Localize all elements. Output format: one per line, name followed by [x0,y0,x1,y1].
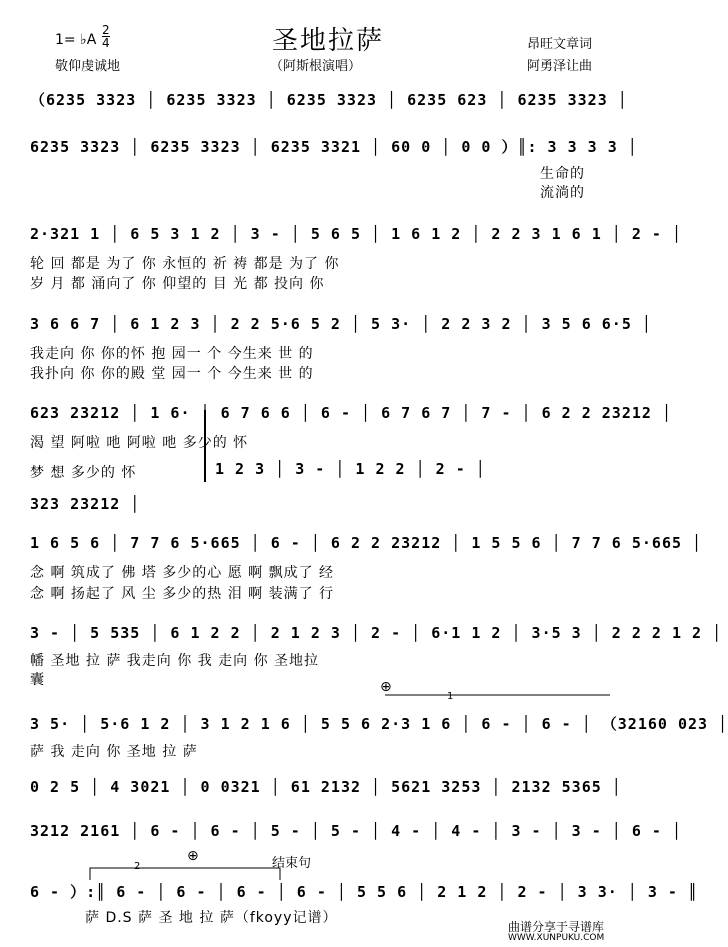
notation-row-10: 0 2 5 │ 4 3021 │ 0 0321 │ 61 2132 │ 5621 3253 │ 2132 5365 │ [30,778,622,796]
notation-row-2: 6235 3323 │ 6235 3323 │ 6235 3321 │ 60 0 │ 0 0 ）║: 3 3 3 3 │ [30,138,638,156]
volta-2-bracket [90,868,280,880]
lyric-row-7-verse-1: 念 啊 筑成了 佛 塔 多少的心 愿 啊 飘成了 经 [30,565,335,581]
notation-row-5: 623 23212 │ 1 6· │ 6 7 6 6 │ 6 - │ 6 7 6 7 │ 7 - │ 6 2 2 23212 │ [30,404,672,422]
lyric-row-8-verse-2: 囊 [30,672,45,688]
notation-row-7: 1 6 5 6 │ 7 7 6 5·665 │ 6 - │ 6 2 2 23212 │ 1 5 5 6 │ 7 7 6 5·665 │ [30,534,703,552]
lyric-row-2-verse-2: 流淌的 [540,185,585,201]
lyric-row-9-verse-1: 萨 我 走向 你 圣地 拉 萨 [30,744,198,760]
volta-2-number: 2 [134,861,141,872]
coda-icon: ⊕ [380,679,392,695]
song-subtitle: （阿斯根演唱） [270,59,362,74]
song-title: 圣地拉萨 [272,26,385,56]
lyric-row-4-verse-1: 我走向 你 你的怀 抱 园一 个 今生来 世 的 [30,346,314,362]
notation-row-4: 3 6 6 7 │ 6 1 2 3 │ 2 2 5·6 5 2 │ 5 3· │ 2 2 3 2 │ 3 5 6 6·5 │ [30,315,652,333]
lyric-row-7-verse-2: 念 啊 扬起了 风 尘 多少的热 泪 啊 装满了 行 [30,586,335,602]
notation-row-12: 6 - ）:║ 6 - │ 6 - │ 6 - │ 6 - │ 5 5 6 │ 2 1 2 │ 2 - │ 3 3· │ 3 - ║ [30,883,698,901]
notation-row-8: 3 - │ 5 535 │ 6 1 2 2 │ 2 1 2 3 │ 2 - │ 6·1 1 2 │ 3·5 3 │ 2 2 2 1 2 │ [30,624,723,642]
lyric-row-5-verse-2: 梦 想 多少的 怀 [30,465,137,481]
lyric-row-2-verse-1: 生命的 [540,166,585,182]
time-signature-top: 2 [102,23,110,37]
lyric-row-5-verse-1: 渴 望 阿啦 吔 阿啦 吔 多少的 怀 [30,435,249,451]
expression-mark: 敬仰虔诚地 [55,59,121,74]
footer-site-url: WWW.XUNPUKU.COM [508,933,605,943]
notation-row-3: 2·321 1 │ 6 5 3 1 2 │ 3 - │ 5 6 5 │ 1 6 1 2 │ 2 2 3 1 6 1 │ 2 - │ [30,225,682,243]
key-signature: 1= ♭A [55,32,97,48]
lyric-row-3-verse-1: 轮 回 都是 为了 你 永恒的 祈 祷 都是 为了 你 [30,256,340,272]
lyric-row-8-verse-1: 幡 圣地 拉 萨 我走向 你 我 走向 你 圣地拉 [30,653,320,669]
footer-site-name: 曲谱分享于寻谱库 [508,920,605,934]
ending-label: 结束句 [272,856,312,871]
notation-row-5-lower: 1 2 3 │ 3 - │ 1 2 2 │ 2 - │ [215,460,486,478]
lyricist-credit: 昂旺文章词 [527,37,593,52]
notation-row-11: 3212 2161 │ 6 - │ 6 - │ 5 - │ 5 - │ 4 - │ 4 - │ 3 - │ 3 - │ 6 - │ [30,822,682,840]
coda-icon: ⊕ [187,848,199,864]
notation-row-1: （6235 3323 │ 6235 3323 │ 6235 3323 │ 6235 623 │ 6235 3323 │ [30,91,628,109]
lyric-row-12-verse-1: 萨 D.S 萨 圣 地 拉 萨（fkoyy记谱） [85,910,338,926]
notation-row-9: 3 5· │ 5·6 1 2 │ 3 1 2 1 6 │ 5 5 6 2·3 1 6 │ 6 - │ 6 - │ （32160 023 │ [30,715,728,733]
time-signature-bottom: 4 [102,36,110,50]
lyric-row-4-verse-2: 我扑向 你 你的殿 堂 园一 个 今生来 世 的 [30,366,314,382]
lyric-row-3-verse-2: 岁 月 都 涌向了 你 仰望的 目 光 都 投向 你 [30,276,325,292]
composer-credit: 阿勇泽让曲 [527,59,593,74]
notation-row-6: 323 23212 │ [30,495,141,513]
volta-1-number: 1 [447,691,454,702]
